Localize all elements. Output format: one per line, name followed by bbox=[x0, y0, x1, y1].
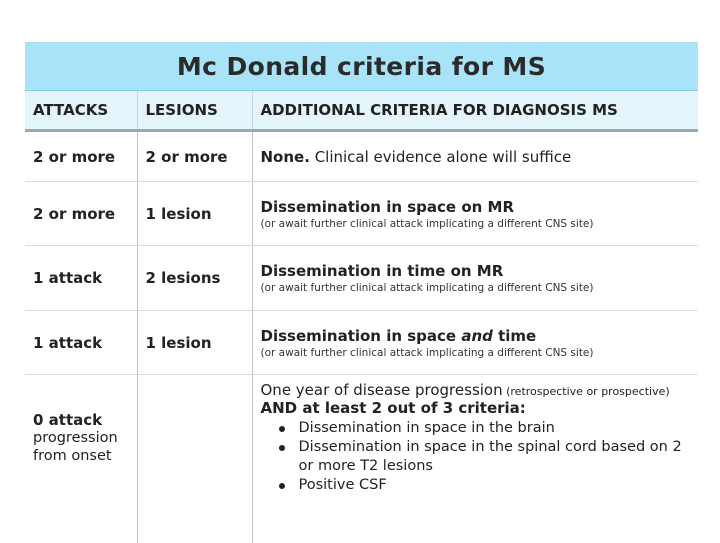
criteria-cell bbox=[252, 246, 698, 311]
criteria-bullet-list bbox=[261, 419, 699, 495]
attacks-cell: 2 or more bbox=[25, 182, 137, 246]
criteria-main-text: Dissemination in time on MR bbox=[261, 262, 699, 280]
attacks-cell: 2 or more bbox=[25, 131, 137, 182]
criteria-note: (or await further clinical attack implicating a different CNS site) bbox=[261, 218, 699, 230]
attacks-cell: 1 attack bbox=[25, 311, 137, 375]
bullet-icon bbox=[279, 426, 285, 432]
lesions-cell: 2 or more bbox=[137, 131, 252, 182]
bullet-icon bbox=[279, 483, 285, 489]
attacks-cell: 1 attack bbox=[25, 246, 137, 311]
progression-note: (retrospective or prospective) bbox=[503, 385, 670, 398]
table-row bbox=[25, 131, 698, 182]
table-row bbox=[25, 246, 698, 311]
attacks-sub-text: progression bbox=[33, 429, 137, 447]
criteria-table bbox=[25, 91, 698, 543]
criteria-cell bbox=[252, 131, 698, 182]
criteria-note: (or await further clinical attack implicating a different CNS site) bbox=[261, 347, 699, 359]
table-row bbox=[25, 182, 698, 246]
lesions-cell: 1 lesion bbox=[137, 311, 252, 375]
lesions-cell: 1 lesion bbox=[137, 182, 252, 246]
criteria-main-emphasis: and bbox=[461, 327, 493, 345]
progression-line bbox=[261, 381, 699, 399]
criteria-count-text: at least 2 out of 3 criteria: bbox=[297, 399, 526, 417]
list-item bbox=[261, 438, 699, 476]
bullet-text: Dissemination in space in the spinal cord based on 2 or more T2 lesions bbox=[299, 439, 682, 474]
lesions-cell bbox=[137, 375, 252, 543]
attacks-main-text: 0 attack bbox=[33, 411, 137, 429]
lesions-cell: 2 lesions bbox=[137, 246, 252, 311]
progression-text: One year of disease progression bbox=[261, 381, 503, 399]
criteria-main-part-b: time bbox=[493, 327, 536, 345]
table-row bbox=[25, 311, 698, 375]
header-lesions: LESIONS bbox=[137, 91, 252, 131]
bullet-text: Positive CSF bbox=[299, 477, 387, 493]
criteria-bold-text: None. bbox=[261, 148, 310, 166]
bullet-text: Dissemination in space in the brain bbox=[299, 420, 555, 436]
criteria-note: (or await further clinical attack implicating a different CNS site) bbox=[261, 282, 699, 294]
page-title: Mc Donald criteria for MS bbox=[25, 42, 698, 91]
criteria-cell bbox=[252, 182, 698, 246]
list-item bbox=[261, 476, 699, 495]
list-item bbox=[261, 419, 699, 438]
bullet-icon bbox=[279, 445, 285, 451]
header-attacks: ATTACKS bbox=[25, 91, 137, 131]
criteria-main-part-a: Dissemination in space bbox=[261, 327, 462, 345]
criteria-text: Clinical evidence alone will suffice bbox=[310, 148, 571, 166]
header-additional-criteria: ADDITIONAL CRITERIA FOR DIAGNOSIS MS bbox=[252, 91, 698, 131]
criteria-cell bbox=[252, 311, 698, 375]
criteria-main-text: Dissemination in space on MR bbox=[261, 198, 699, 216]
and-text: AND bbox=[261, 399, 298, 417]
slide bbox=[25, 42, 698, 543]
attacks-cell bbox=[25, 375, 137, 543]
criteria-main-text bbox=[261, 327, 699, 345]
attacks-sub-text: from onset bbox=[33, 447, 137, 465]
table-header-row bbox=[25, 91, 698, 131]
table-row bbox=[25, 375, 698, 543]
and-criteria-line bbox=[261, 399, 699, 417]
criteria-cell bbox=[252, 375, 698, 543]
